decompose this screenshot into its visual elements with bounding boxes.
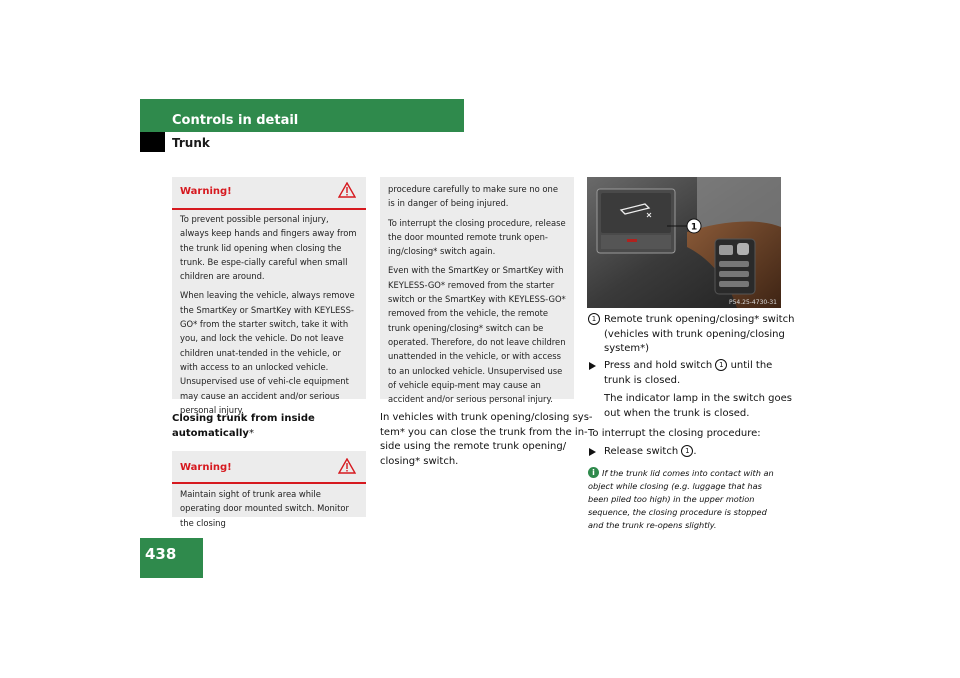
warning-body	[388, 182, 566, 411]
closing-heading-line1: Closing trunk from inside	[172, 413, 315, 424]
warning-paragraph: procedure carefully to make sure no one is in danger of being injured.	[388, 184, 558, 209]
text-line: The indicator lamp in the switch goes	[604, 393, 792, 404]
warning-paragraph: Even with the SmartKey or SmartKey with KEYLESS-GO* removed from the starter switch or the SmartKey with KEYLESS-GO* removed from the vehicle, the remote trunk opening/closing* switch can be operated. Therefore, do not leave children unattended in the vehicle, or with access to an unlocked vehicle. Unsupervised use of vehicle equip-ment may cause an accident and/or serious personal injury.	[388, 265, 566, 405]
info-icon: i	[588, 467, 599, 478]
callout-number: 1	[588, 313, 600, 325]
legend-text	[604, 313, 794, 357]
chapter-title: Controls in detail	[172, 113, 299, 128]
text-line: system*)	[604, 343, 650, 354]
text-line: tem* you can close the trunk from the in-	[380, 426, 588, 438]
text-line: out when the trunk is closed.	[604, 407, 750, 419]
warning-body	[180, 487, 358, 535]
text-line: side using the remote trunk opening/	[380, 441, 567, 452]
warning-paragraph: When leaving the vehicle, always remove the SmartKey or SmartKey with KEYLESS-GO* from the starter switch, take it with you, and lock the vehicle. Do not leave children unat-tended in the vehicle, or with access to an unlocked vehicle. Unsupervised use of vehi-cle equipment may cause an accident and/or serious personal injury.	[180, 290, 355, 415]
callout-number: 1	[681, 445, 693, 457]
text-line: closing* switch.	[380, 455, 459, 467]
warning-paragraph: To prevent possible personal injury, always keep hands and fingers away from the trunk lid opening when closing the trunk. Be espe-cially careful when small children are around.	[180, 214, 357, 282]
warning-paragraph: Maintain sight of trunk area while operating door mounted switch. Monitor the closing	[180, 489, 349, 528]
interrupt-heading: To interrupt the closing procedure:	[588, 428, 761, 439]
text: Press and hold switch	[604, 360, 713, 371]
middle-paragraph	[380, 411, 593, 469]
text-line: trunk is closed.	[604, 374, 681, 386]
info-note: If the trunk lid comes into contact with an object while closing (e.g. luggage that has been piled too high) in the upper motion sequence, the closing procedure is stopped and the trunk re-opens slightly.	[588, 468, 774, 530]
warning-triangle-icon	[338, 458, 356, 474]
warning-triangle-icon	[338, 182, 356, 198]
door-switch-photo	[587, 177, 781, 308]
optional-marker: *	[248, 427, 254, 439]
photo-callout: 1	[690, 222, 698, 233]
step-note	[604, 392, 792, 421]
section-title: Trunk	[172, 136, 210, 150]
triangle-arrow-icon	[589, 362, 596, 370]
page-number: 438	[145, 545, 177, 563]
step-release	[604, 445, 697, 460]
text: Release switch	[604, 446, 679, 457]
warning-box-continued	[380, 177, 574, 405]
warning-body	[180, 212, 358, 422]
text: .	[693, 446, 697, 457]
warning-title: Warning!	[180, 186, 232, 197]
section-tab	[140, 132, 165, 152]
warning-divider	[172, 482, 366, 484]
warning-box-1	[172, 177, 366, 415]
triangle-arrow-icon	[589, 448, 596, 456]
closing-heading-line2: automatically	[172, 427, 249, 439]
text: until the	[730, 360, 773, 371]
text-line: (vehicles with trunk opening/closing	[604, 328, 785, 340]
legend-item	[588, 313, 600, 328]
warning-title: Warning!	[180, 462, 232, 473]
text-line: In vehicles with trunk opening/closing sys-	[380, 412, 593, 423]
warning-box-2	[172, 451, 366, 528]
text-line: Remote trunk opening/closing* switch	[604, 314, 795, 325]
warning-divider	[172, 208, 366, 210]
warning-paragraph: To interrupt the closing procedure, release the door mounted remote trunk open-ing/closing* switch again.	[388, 217, 566, 257]
photo-code: P54.25-4730-31	[728, 299, 777, 306]
closing-heading	[172, 412, 315, 441]
callout-number: 1	[715, 359, 727, 371]
step-press	[604, 359, 772, 388]
